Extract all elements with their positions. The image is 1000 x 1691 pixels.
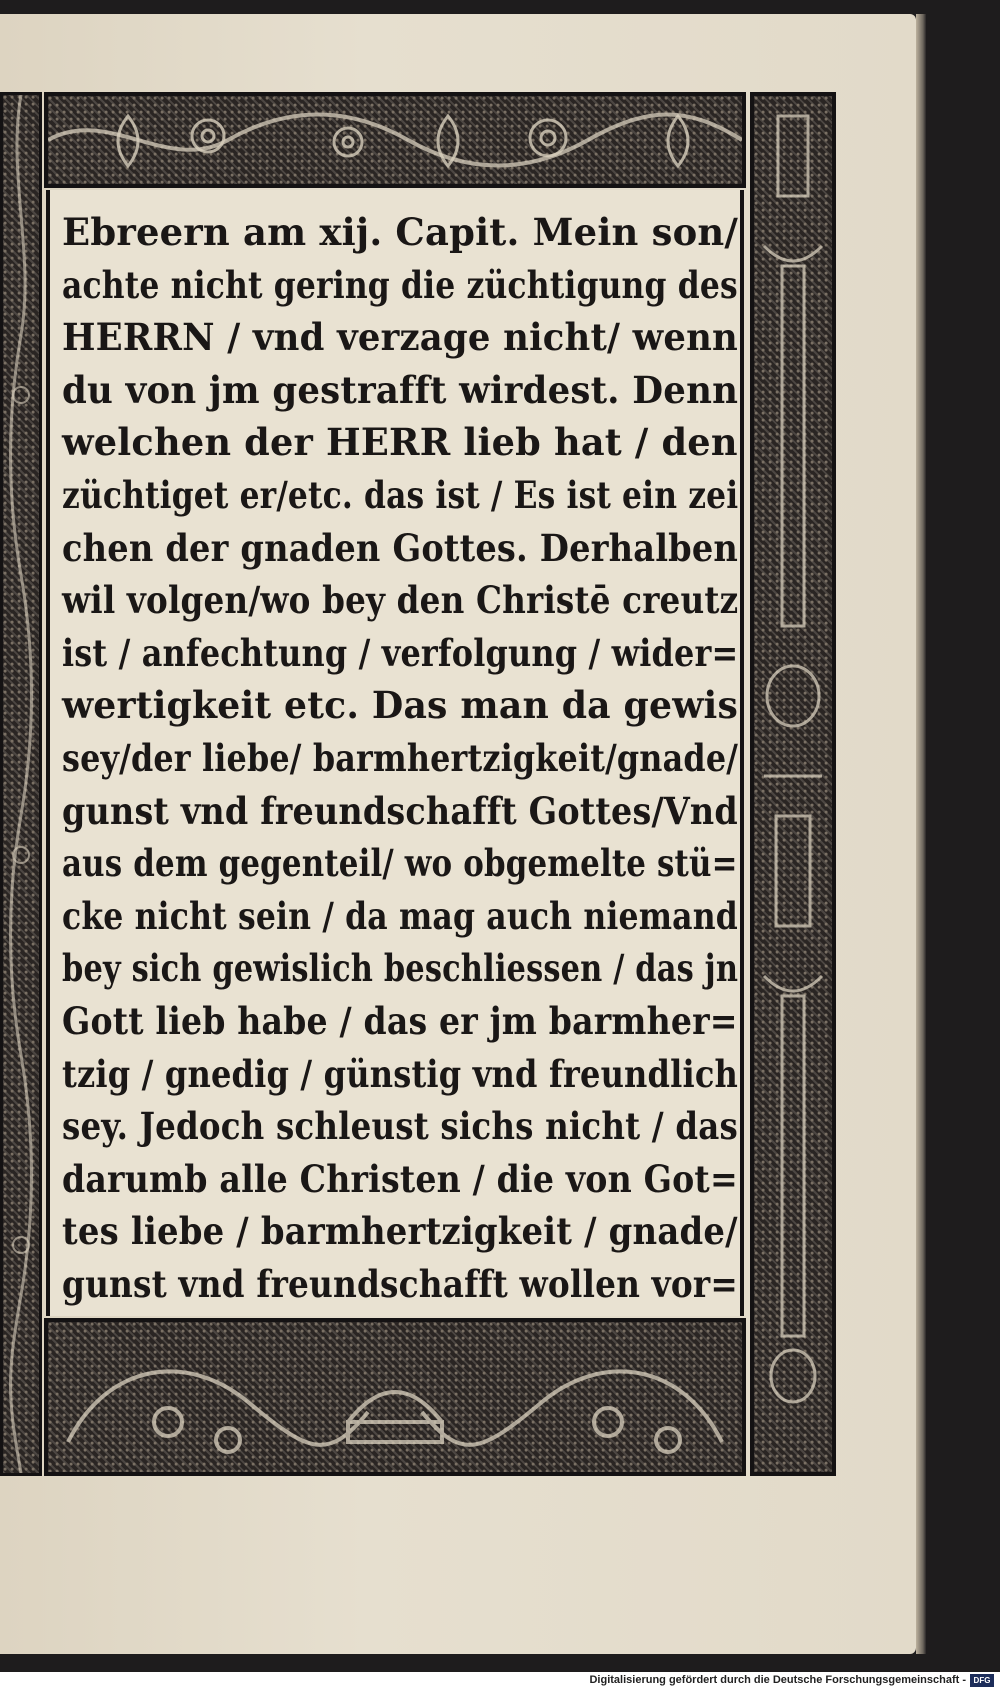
text-line: tes liebe / barmhertzigkeit / gnade/ bbox=[62, 1209, 738, 1254]
text-line: HERRN / vnd verzage nicht/ wenn bbox=[62, 315, 738, 360]
text-line: wertigkeit etc. Das man da gewis bbox=[62, 683, 738, 728]
text-line: aus dem gegenteil/ wo obgemelte stü= bbox=[62, 841, 738, 886]
text-line: darumb alle Christen / die von Got= bbox=[62, 1156, 738, 1201]
text-line: gunst vnd freundschafft Gottes/Vnd bbox=[62, 788, 738, 833]
text-line: Gott lieb habe / das er jm barmher= bbox=[62, 998, 738, 1043]
top-ornamental-border bbox=[44, 92, 746, 188]
text-line: züchtiget er/etc. das ist / Es ist ein zei bbox=[62, 472, 739, 517]
text-line: achte nicht gering die züchtigung des bbox=[62, 262, 738, 307]
text-line: tzig / gnedig / günstig vnd freundlich bbox=[62, 1051, 739, 1096]
text-line: du von jm gestrafft wirdest. Denn bbox=[62, 367, 739, 412]
floral-garland-icon bbox=[48, 96, 742, 184]
left-ornamental-border bbox=[0, 92, 42, 1476]
text-line: ist / anfechtung / verfolgung / wider= bbox=[62, 630, 739, 675]
page-edge bbox=[916, 14, 926, 1654]
text-line: sey/der liebe/ barmhertzigkeit/gnade/ bbox=[62, 735, 739, 780]
text-panel bbox=[46, 190, 744, 1316]
text-line: Ebreern am xij. Capit. Mein son/ bbox=[62, 210, 739, 254]
text-line: wil volgen/wo bey den Christē creutz bbox=[62, 578, 739, 623]
bottom-ornamental-border bbox=[44, 1318, 746, 1476]
text-line: bey sich gewislich beschliessen / das jn bbox=[62, 946, 739, 991]
text-line: cke nicht sein / da mag auch niemand bbox=[62, 893, 738, 938]
text-line: sey. Jedoch schleust sichs nicht / das bbox=[62, 1104, 738, 1149]
text-line: gunst vnd freundschafft wollen vor= bbox=[62, 1261, 738, 1306]
text-line: welchen der HERR lieb hat / den bbox=[62, 420, 738, 465]
funding-credit: Digitalisierung gefördert durch die Deutsche Forschungsgemeinschaft - bbox=[589, 1674, 966, 1686]
acanthus-foliage-icon bbox=[48, 1322, 742, 1472]
left-border-ornament-icon bbox=[3, 95, 39, 1473]
right-ornamental-column bbox=[750, 92, 836, 1476]
candelabrum-column-icon bbox=[754, 96, 832, 1472]
text-line: chen der gnaden Gottes. Derhalben bbox=[62, 525, 739, 570]
dfg-logo-icon: DFG bbox=[970, 1674, 994, 1687]
blackletter-text-block bbox=[62, 206, 738, 1310]
